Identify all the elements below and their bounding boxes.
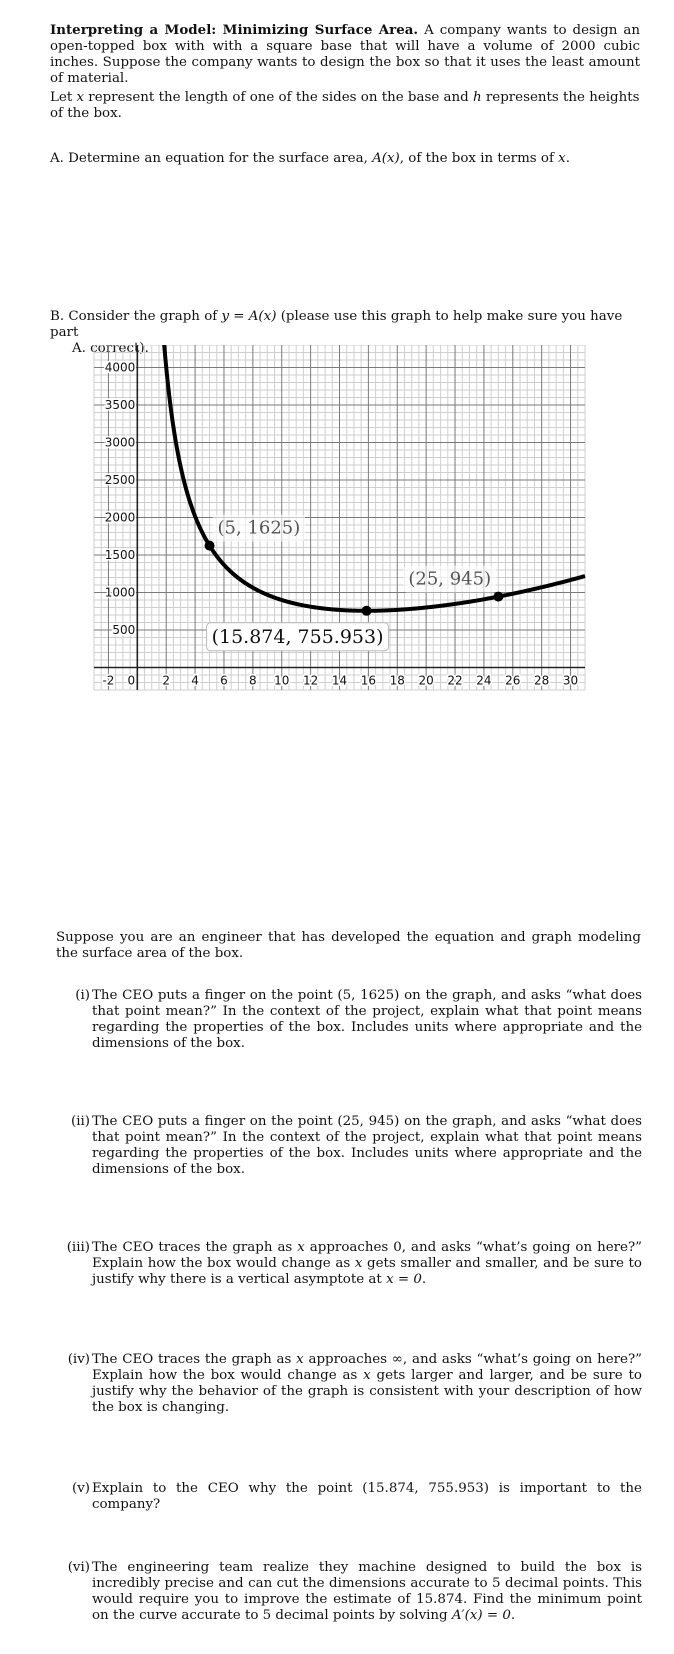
x-tick-label: -2 — [102, 673, 115, 688]
x-tick-label: 12 — [302, 673, 319, 688]
data-point — [362, 606, 372, 616]
question-point: (5, 1625) — [337, 988, 400, 1003]
x-tick-label: 14 — [331, 673, 348, 688]
part-a-question — [50, 151, 640, 167]
x-tick-label: 2 — [162, 673, 171, 688]
y-tick-label: 3000 — [104, 435, 136, 450]
question-text: on the graph, and asks “what does that point mean?” In the context of the project, explain what that point means regarding the properties of the box. Includes units where appropriate and the dimensions of the box. — [92, 1114, 642, 1177]
asymptote-equation: x = 0 — [386, 1272, 422, 1287]
question-text: approaches ∞, and asks “what’s going on here?” Explain how the box would change as — [92, 1352, 642, 1383]
x-tick-label: 18 — [389, 673, 405, 688]
question-number: (iv) — [67, 1352, 90, 1367]
y-tick-label: 1000 — [104, 585, 136, 600]
question-point: (15.874, 755.953) — [362, 1481, 489, 1496]
var-x: x — [354, 1256, 363, 1271]
question-i — [60, 988, 642, 1052]
data-point — [493, 592, 503, 602]
part-b-text-2: (please use this graph to help make sure you have part — [50, 309, 623, 340]
question-text: The CEO traces the graph as — [92, 1352, 297, 1367]
question-text: The CEO puts a finger on the point — [92, 1114, 338, 1129]
part-b-continuation: A. correct). — [72, 341, 149, 356]
part-a-text-2: , of the box in terms of — [399, 151, 559, 166]
derivative-equation: A′(x) = 0 — [451, 1608, 511, 1623]
y-tick-label: 3500 — [104, 398, 136, 412]
x-tick-label: 8 — [249, 673, 257, 688]
data-point — [205, 541, 215, 551]
x-tick-label: 4 — [191, 673, 199, 688]
y-tick-label: 500 — [112, 623, 136, 637]
intro-heading: Interpreting a Model: Minimizing Surface Area. — [50, 22, 419, 38]
let-text-2: represent the length of one of the sides on the base and — [84, 90, 473, 105]
x-tick-label: 24 — [476, 673, 492, 688]
part-a-text-1: A. Determine an equation for the surface area, — [50, 151, 373, 166]
question-number: (vi) — [67, 1560, 90, 1575]
scenario-paragraph: Suppose you are an engineer that has developed the equation and graph modeling the surface area of the box. — [56, 930, 641, 961]
var-x: x — [363, 1368, 371, 1383]
y-tick-label: 1500 — [104, 548, 136, 562]
point-label: (15.874, 755.953) — [211, 625, 384, 648]
question-text: The engineering team realize they machine designed to build the box is incredibly precise and can cut the dimensions accurate to 5 decimal points. This would require you to improve the estimate of 15.874. Find the minimum point on the curve accurate to 5 decimal points by solving — [92, 1560, 642, 1623]
var-x: x — [296, 1352, 304, 1367]
question-text: is important to the company? — [92, 1481, 642, 1512]
question-point: (25, 945) — [337, 1114, 400, 1129]
question-number: (v) — [71, 1481, 90, 1496]
x-tick-label: 0 — [127, 673, 136, 688]
x-tick-label: 26 — [505, 673, 521, 688]
var-h: h — [472, 90, 482, 105]
x-tick-label: 20 — [418, 673, 434, 688]
question-number: (i) — [75, 988, 90, 1003]
let-text-1: Let — [50, 90, 77, 105]
x-tick-label: 6 — [220, 673, 228, 688]
point-label: (5, 1625) — [217, 517, 301, 539]
variable-definition — [50, 90, 640, 122]
question-number: (iii) — [66, 1240, 90, 1255]
question-text: . — [510, 1608, 516, 1623]
x-tick-label: 30 — [562, 673, 579, 688]
question-iv — [60, 1352, 642, 1416]
part-b-equation: y = A(x) — [221, 309, 277, 324]
let-text-3: represents the heights of the box. — [50, 90, 640, 121]
var-x: x — [297, 1240, 305, 1255]
x-tick-label: 22 — [447, 673, 463, 688]
question-text: gets larger and larger, and be sure to justify why the behavior of the graph is consistent with your description of how the box is changing. — [92, 1368, 642, 1415]
var-x: x — [76, 90, 85, 105]
y-tick-label: 4000 — [104, 360, 136, 375]
surface-area-graph — [0, 345, 674, 725]
y-tick-label: 2500 — [104, 473, 136, 487]
question-text: on the graph, and asks “what does that point mean?” In the context of the project, explain what that point means regarding the properties of the box. Includes units where appropriate and the dimensions of the box. — [92, 988, 642, 1051]
y-tick-label: 2000 — [104, 510, 136, 525]
intro-paragraph — [50, 22, 640, 87]
point-label: (25, 945) — [408, 568, 492, 590]
area-curve — [164, 345, 585, 611]
question-text: The CEO puts a finger on the point — [92, 988, 338, 1003]
part-a-text-3: . — [565, 151, 570, 166]
question-text: . — [421, 1272, 427, 1287]
question-iii — [60, 1240, 642, 1288]
question-text: The CEO traces the graph as — [92, 1240, 298, 1255]
intro-text: A company wants to design an open-topped box with with a square base that will have a volume of 2000 cubic inches. Suppose the company wants to design the box so that it uses the least amount of material. — [50, 23, 640, 86]
question-text: approaches 0, and asks “what’s going on here?” Explain how the box would change as — [92, 1240, 642, 1271]
question-text: gets smaller and smaller, and be sure to justify why there is a vertical asymptote at — [92, 1256, 642, 1287]
question-vi — [60, 1560, 642, 1624]
question-text: Explain to the CEO why the point — [92, 1481, 363, 1496]
part-b-text-1: B. Consider the graph of — [50, 309, 222, 324]
question-v — [60, 1481, 642, 1513]
question-ii — [60, 1114, 642, 1178]
x-tick-label: 10 — [274, 673, 290, 688]
question-number: (ii) — [70, 1114, 90, 1129]
x-tick-label: 16 — [360, 673, 377, 688]
part-a-var-x: x — [558, 151, 566, 166]
part-a-function: A(x) — [372, 151, 400, 166]
x-tick-label: 28 — [534, 673, 550, 688]
